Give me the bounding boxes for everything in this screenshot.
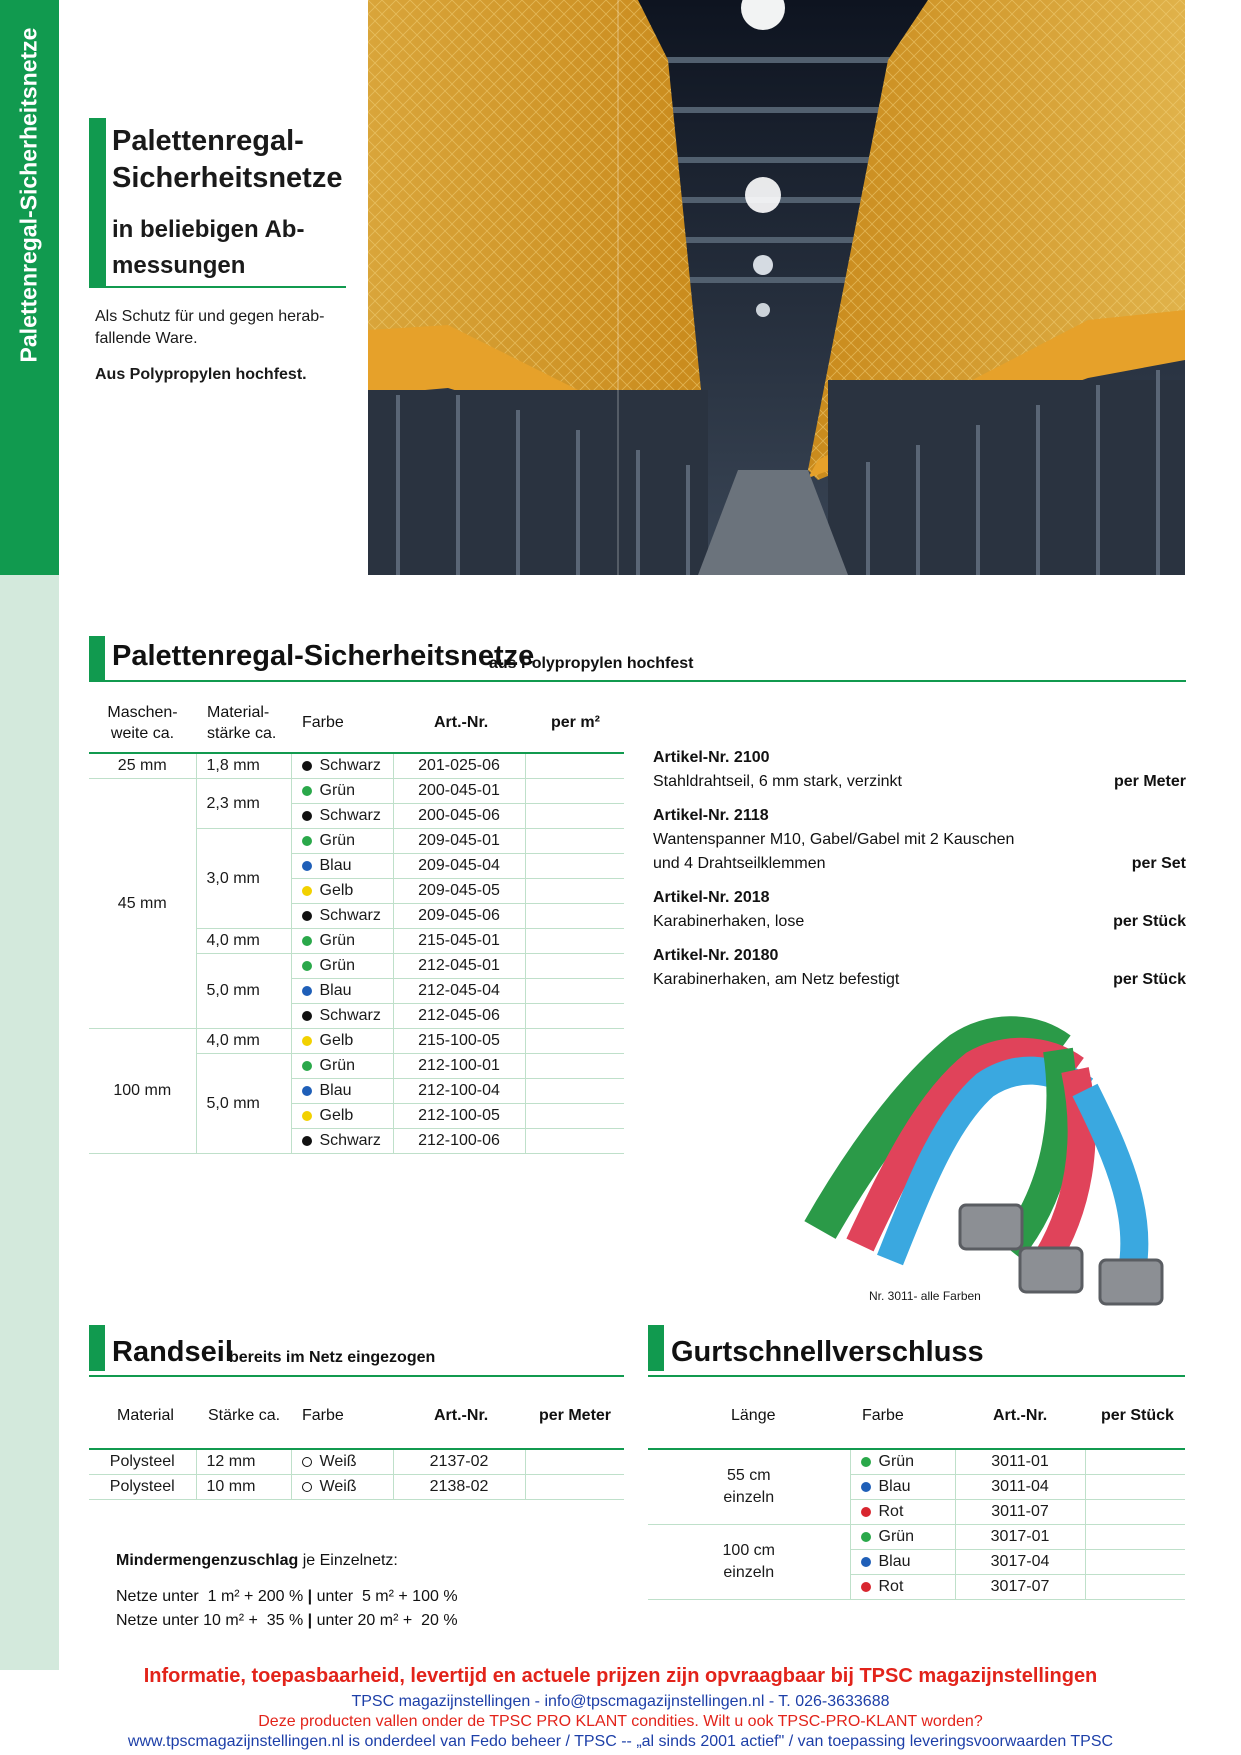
color-dot-icon xyxy=(861,1532,871,1542)
gurt-table xyxy=(648,1448,1185,1600)
color-dot-icon xyxy=(302,1457,312,1467)
color-cell xyxy=(850,1500,955,1525)
price-cell xyxy=(525,1029,624,1054)
gurt-title-bar xyxy=(648,1325,664,1371)
nets-header-mesh-line1: Maschen- xyxy=(107,704,178,721)
nets-header-art: Art.-Nr. xyxy=(434,714,489,731)
color-cell xyxy=(291,954,393,979)
table-row xyxy=(89,1449,624,1475)
color-label: Rot xyxy=(878,1578,904,1595)
footer-website: www.tpscmagazijnstellingen.nl is onderdeel van Fedo beheer / TPSC -- „al sinds 2001 actief" / van toepassing leveringsvoorwaarden TPSC xyxy=(127,1733,1114,1750)
art-cell: 3011-07 xyxy=(955,1500,1085,1525)
price-cell xyxy=(525,879,624,904)
price-cell xyxy=(525,1475,624,1500)
accessory-item xyxy=(653,886,1186,934)
randseil-title: Randseil xyxy=(112,1336,233,1368)
side-band-light xyxy=(0,575,59,1670)
color-dot-icon xyxy=(861,1582,871,1592)
thickness-cell: 10 mm xyxy=(196,1475,291,1500)
color-dot-icon xyxy=(302,861,312,871)
price-cell xyxy=(525,954,624,979)
color-cell xyxy=(291,854,393,879)
price-cell xyxy=(1085,1525,1185,1550)
color-label: Schwarz xyxy=(319,757,381,774)
color-label: Schwarz xyxy=(319,907,381,924)
hero-title-line1: Palettenregal- xyxy=(112,125,304,157)
price-cell xyxy=(525,929,624,954)
price-cell xyxy=(525,804,624,829)
thickness-cell: 2,3 mm xyxy=(196,779,291,829)
color-cell xyxy=(850,1550,955,1575)
side-title-text: Palettenregal-Sicherheitsnetze xyxy=(15,27,42,363)
strap-photo-art xyxy=(800,1010,1186,1315)
art-cell: 2138-02 xyxy=(393,1475,525,1500)
randseil-header-color: Farbe xyxy=(302,1407,344,1424)
color-cell xyxy=(291,1004,393,1029)
color-label: Grün xyxy=(319,1057,356,1074)
hero-subtitle xyxy=(112,212,304,284)
length-mode: einzeln xyxy=(723,1489,775,1506)
randseil-title-bar xyxy=(89,1325,105,1371)
thickness-cell: 1,8 mm xyxy=(196,753,291,779)
table-row xyxy=(89,1029,624,1054)
strap-photo xyxy=(800,1010,1186,1315)
surcharge-line1: Netze unter 1 m² + 200 % | unter 5 m² + 100 % xyxy=(116,1588,458,1605)
color-dot-icon xyxy=(861,1507,871,1517)
color-cell xyxy=(291,1449,393,1475)
table-row xyxy=(89,1475,624,1500)
gurt-header-length: Länge xyxy=(731,1407,776,1424)
color-label: Blau xyxy=(319,857,352,874)
nets-rule xyxy=(89,680,1186,682)
length-value: 55 cm xyxy=(726,1467,771,1484)
price-cell xyxy=(525,1104,624,1129)
art-cell: 212-100-05 xyxy=(393,1104,525,1129)
color-label: Weiß xyxy=(319,1453,357,1470)
art-cell: 212-045-06 xyxy=(393,1004,525,1029)
accessory-desc: Karabinerhaken, lose xyxy=(653,913,805,930)
art-cell: 209-045-06 xyxy=(393,904,525,929)
warehouse-photo-art xyxy=(368,0,1185,575)
color-dot-icon xyxy=(302,1482,312,1492)
color-cell xyxy=(850,1575,955,1600)
color-cell xyxy=(291,753,393,779)
art-cell: 212-045-04 xyxy=(393,979,525,1004)
mesh-cell: 45 mm xyxy=(89,779,196,1029)
color-label: Weiß xyxy=(319,1478,357,1495)
accessory-desc: Wantenspanner M10, Gabel/Gabel mit 2 Kauschen xyxy=(653,831,1015,848)
color-dot-icon xyxy=(302,936,312,946)
accessory-desc: Stahldrahtseil, 6 mm stark, verzinkt xyxy=(653,773,902,790)
color-label: Blau xyxy=(319,982,352,999)
hero-rule xyxy=(89,286,346,288)
randseil-header-art: Art.-Nr. xyxy=(434,1407,489,1424)
gurt-header-price: per Stück xyxy=(1101,1407,1174,1424)
hero-title-bar xyxy=(89,118,106,286)
color-cell xyxy=(291,829,393,854)
nets-title: Palettenregal-Sicherheitsnetze xyxy=(112,640,535,672)
color-label: Grün xyxy=(878,1453,915,1470)
hero-desc-bold: Aus Polypropylen hochfest. xyxy=(95,366,307,383)
color-cell xyxy=(291,1104,393,1129)
art-cell: 200-045-01 xyxy=(393,779,525,804)
warehouse-photo xyxy=(368,0,1185,575)
gurt-title: Gurtschnellverschluss xyxy=(671,1336,984,1368)
color-label: Schwarz xyxy=(319,1132,381,1149)
hero-sub-line2: messungen xyxy=(112,252,246,279)
color-dot-icon xyxy=(861,1482,871,1492)
accessory-desc: Karabinerhaken, am Netz befestigt xyxy=(653,971,900,988)
color-label: Rot xyxy=(878,1503,904,1520)
color-label: Grün xyxy=(319,957,356,974)
surcharge-label xyxy=(116,1552,398,1570)
price-cell xyxy=(525,1449,624,1475)
surcharge-line2: Netze unter 10 m² + 35 % | unter 20 m² + 20 % xyxy=(116,1612,458,1629)
art-cell: 2137-02 xyxy=(393,1449,525,1475)
price-cell xyxy=(525,779,624,804)
price-cell xyxy=(1085,1475,1185,1500)
nets-header-mat-line1: Material- xyxy=(207,704,270,721)
color-dot-icon xyxy=(302,961,312,971)
price-cell xyxy=(525,1079,624,1104)
footer-info: Informatie, toepasbaarheid, levertijd en actuele prijzen zijn opvraagbaar bij TPSC magazijnstellingen xyxy=(143,1665,1098,1687)
nets-header-mat-line2: stärke ca. xyxy=(207,725,277,742)
price-cell xyxy=(525,1129,624,1154)
table-row xyxy=(648,1449,1185,1475)
length-mode: einzeln xyxy=(723,1564,775,1581)
accessory-title: Artikel-Nr. 2018 xyxy=(653,889,770,906)
color-dot-icon xyxy=(302,786,312,796)
surcharge-label-rest: je Einzelnetz: xyxy=(298,1552,398,1569)
surcharge-line1b: unter 5 m² + 100 % xyxy=(316,1588,458,1605)
color-label: Schwarz xyxy=(319,1007,381,1024)
art-cell: 212-100-04 xyxy=(393,1079,525,1104)
accessory-unit: per Meter xyxy=(1113,773,1186,790)
color-dot-icon xyxy=(302,1061,312,1071)
price-cell xyxy=(525,829,624,854)
length-cell xyxy=(648,1525,850,1600)
material-cell: Polysteel xyxy=(89,1475,196,1500)
price-cell xyxy=(525,904,624,929)
randseil-header-material: Material xyxy=(117,1407,174,1424)
hero-desc-line2: fallende Ware. xyxy=(95,330,198,347)
material-cell: Polysteel xyxy=(89,1449,196,1475)
hero-desc-line1: Als Schutz für und gegen herab- xyxy=(95,308,325,325)
randseil-subtitle: bereits im Netz eingezogen xyxy=(229,1349,436,1366)
art-cell: 200-045-06 xyxy=(393,804,525,829)
gurt-header-art: Art.-Nr. xyxy=(993,1407,1048,1424)
hero-description xyxy=(95,306,324,386)
accessory-item xyxy=(653,944,1186,992)
accessory-title: Artikel-Nr. 2118 xyxy=(653,807,769,824)
price-cell xyxy=(525,979,624,1004)
surcharge-line2b: unter 20 m² + 20 % xyxy=(316,1612,458,1629)
color-cell xyxy=(291,904,393,929)
randseil-header-thickness: Stärke ca. xyxy=(208,1407,281,1424)
color-cell xyxy=(291,1029,393,1054)
color-label: Grün xyxy=(319,932,356,949)
thickness-cell: 5,0 mm xyxy=(196,1054,291,1154)
nets-header-color: Farbe xyxy=(302,714,344,731)
accessory-unit: per Stück xyxy=(1113,913,1186,930)
price-cell xyxy=(1085,1449,1185,1475)
color-dot-icon xyxy=(302,836,312,846)
color-label: Blau xyxy=(319,1082,352,1099)
price-cell xyxy=(525,753,624,779)
footer-contact: TPSC magazijnstellingen - info@tpscmagazijnstellingen.nl - T. 026-3633688 xyxy=(351,1693,890,1710)
art-cell: 3011-01 xyxy=(955,1449,1085,1475)
art-cell: 212-100-06 xyxy=(393,1129,525,1154)
art-cell: 215-045-01 xyxy=(393,929,525,954)
accessory-item xyxy=(653,804,1186,876)
price-cell xyxy=(525,1054,624,1079)
table-row xyxy=(648,1525,1185,1550)
accessory-unit: per Set xyxy=(1131,855,1186,872)
color-cell xyxy=(291,779,393,804)
accessory-title: Artikel-Nr. 2100 xyxy=(653,749,770,766)
hero-title xyxy=(112,123,342,197)
thickness-cell: 5,0 mm xyxy=(196,954,291,1029)
color-dot-icon xyxy=(302,911,312,921)
nets-header-thickness xyxy=(207,702,276,744)
nets-header-mesh xyxy=(89,702,196,744)
color-cell xyxy=(291,979,393,1004)
randseil-table xyxy=(89,1448,624,1500)
price-cell xyxy=(525,1004,624,1029)
length-value: 100 cm xyxy=(722,1542,775,1559)
color-label: Grün xyxy=(878,1528,915,1545)
thickness-cell: 4,0 mm xyxy=(196,1029,291,1054)
color-cell xyxy=(291,1054,393,1079)
mesh-cell: 25 mm xyxy=(89,753,196,779)
randseil-header-price: per Meter xyxy=(539,1407,612,1424)
color-label: Grün xyxy=(319,782,356,799)
color-cell xyxy=(291,929,393,954)
art-cell: 209-045-01 xyxy=(393,829,525,854)
price-cell xyxy=(1085,1575,1185,1600)
hero-title-line2: Sicherheitsnetze xyxy=(112,162,343,194)
color-cell xyxy=(291,804,393,829)
color-cell xyxy=(291,1475,393,1500)
footer-conditions: Deze producten vallen onder de TPSC PRO KLANT condities. Wilt u ook TPSC-PRO-KLANT worden? xyxy=(258,1713,983,1730)
color-label: Gelb xyxy=(319,1107,354,1124)
color-dot-icon xyxy=(302,1111,312,1121)
nets-table xyxy=(89,752,624,1154)
surcharge-label-bold: Mindermengenzuschlag xyxy=(116,1552,299,1569)
color-dot-icon xyxy=(302,811,312,821)
accessory-unit: per Stück xyxy=(1113,971,1186,988)
strap-caption: Nr. 3011- alle Farben xyxy=(869,1289,981,1303)
color-dot-icon xyxy=(861,1557,871,1567)
surcharge-line2a: Netze unter 10 m² + 35 % xyxy=(116,1612,304,1629)
color-label: Schwarz xyxy=(319,807,381,824)
table-row xyxy=(89,753,624,779)
accessories-list xyxy=(653,746,1186,1002)
color-cell xyxy=(850,1525,955,1550)
art-cell: 209-045-05 xyxy=(393,879,525,904)
accessory-item xyxy=(653,746,1186,794)
art-cell: 212-100-01 xyxy=(393,1054,525,1079)
table-row xyxy=(89,779,624,804)
accessory-title: Artikel-Nr. 20180 xyxy=(653,947,779,964)
nets-subtitle: aus Polypropylen hochfest xyxy=(489,655,694,672)
color-dot-icon xyxy=(302,1036,312,1046)
color-dot-icon xyxy=(302,1136,312,1146)
color-label: Grün xyxy=(319,832,356,849)
art-cell: 3017-07 xyxy=(955,1575,1085,1600)
hero-sub-line1: in beliebigen Ab- xyxy=(112,216,305,243)
mesh-cell: 100 mm xyxy=(89,1029,196,1154)
art-cell: 201-025-06 xyxy=(393,753,525,779)
color-dot-icon xyxy=(861,1457,871,1467)
color-label: Gelb xyxy=(319,882,354,899)
gurt-rule xyxy=(648,1375,1185,1377)
color-dot-icon xyxy=(302,886,312,896)
color-dot-icon xyxy=(302,1086,312,1096)
color-cell xyxy=(291,1079,393,1104)
art-cell: 212-045-01 xyxy=(393,954,525,979)
nets-title-bar xyxy=(89,636,105,682)
price-cell xyxy=(1085,1500,1185,1525)
accessory-desc-2: und 4 Drahtseilklemmen xyxy=(653,855,826,872)
thickness-cell: 4,0 mm xyxy=(196,929,291,954)
art-cell: 3017-01 xyxy=(955,1525,1085,1550)
art-cell: 3011-04 xyxy=(955,1475,1085,1500)
thickness-cell: 12 mm xyxy=(196,1449,291,1475)
art-cell: 3017-04 xyxy=(955,1550,1085,1575)
color-cell xyxy=(850,1475,955,1500)
color-cell xyxy=(291,1129,393,1154)
color-label: Gelb xyxy=(319,1032,354,1049)
color-cell xyxy=(291,879,393,904)
thickness-cell: 3,0 mm xyxy=(196,829,291,929)
art-cell: 209-045-04 xyxy=(393,854,525,879)
price-cell xyxy=(525,854,624,879)
gurt-header-color: Farbe xyxy=(862,1407,904,1424)
art-cell: 215-100-05 xyxy=(393,1029,525,1054)
color-dot-icon xyxy=(302,986,312,996)
length-cell xyxy=(648,1449,850,1525)
color-dot-icon xyxy=(302,761,312,771)
color-cell xyxy=(850,1449,955,1475)
surcharge-line1a: Netze unter 1 m² + 200 % xyxy=(116,1588,304,1605)
price-cell xyxy=(1085,1550,1185,1575)
randseil-rule xyxy=(89,1375,624,1377)
color-label: Blau xyxy=(878,1553,911,1570)
color-label: Blau xyxy=(878,1478,911,1495)
nets-header-mesh-line2: weite ca. xyxy=(110,725,175,742)
side-title xyxy=(0,0,59,575)
color-dot-icon xyxy=(302,1011,312,1021)
nets-header-price: per m² xyxy=(551,714,600,731)
